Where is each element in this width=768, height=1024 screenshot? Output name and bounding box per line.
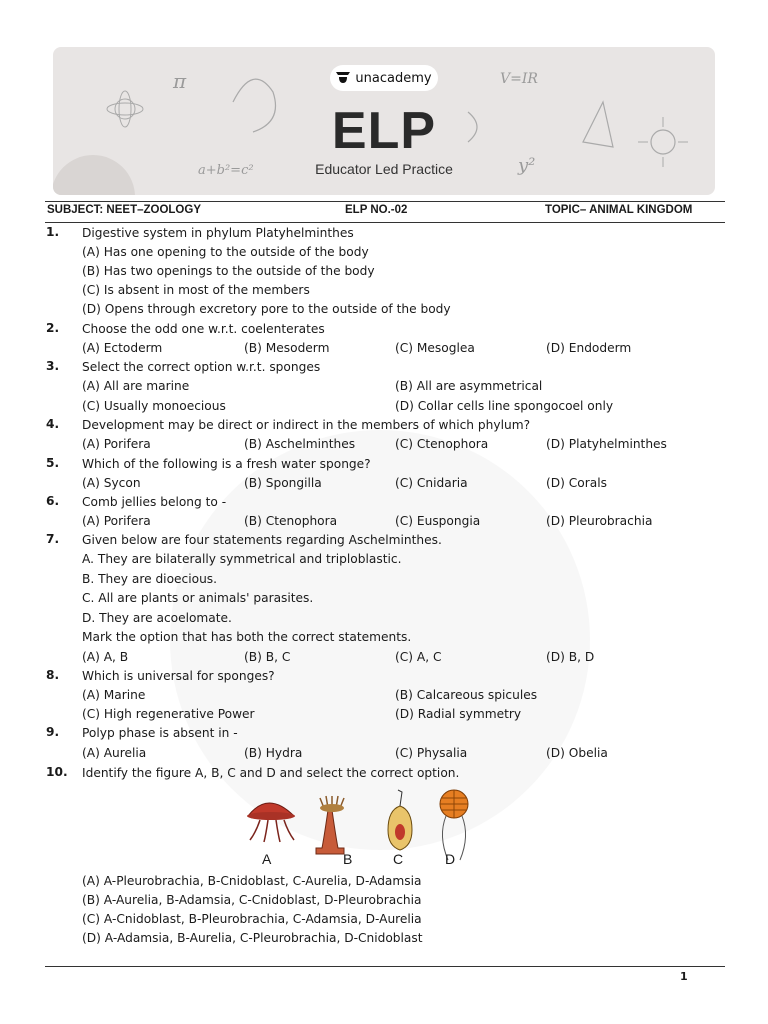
footer-divider — [45, 966, 725, 967]
elp-number: ELP NO.-02 — [345, 204, 408, 216]
statement-d: D. They are acoelomate. — [82, 611, 232, 625]
option-c: (C) Cnidaria — [395, 476, 468, 490]
option-a: (A) A, B — [82, 650, 129, 664]
question-text: Given below are four statements regarding Aschelminthes. — [82, 533, 442, 547]
option-b: (B) Ctenophora — [244, 514, 338, 528]
question-number: 5. — [46, 456, 60, 470]
figure-label-b: B — [343, 851, 353, 867]
option-a: (A) Porifera — [82, 514, 151, 528]
option-c: (C) A-Cnidoblast, B-Pleurobrachia, C-Adamsia, D-Aurelia — [82, 912, 422, 926]
figure-a-icon — [247, 803, 295, 842]
question-text: Select the correct option w.r.t. sponges — [82, 360, 321, 374]
option-b: (B) Spongilla — [244, 476, 322, 490]
option-d: (D) Endoderm — [546, 341, 632, 355]
question-text: Choose the odd one w.r.t. coelenterates — [82, 322, 325, 336]
option-b: (B) B, C — [244, 650, 291, 664]
statement-c: C. All are plants or animals' parasites. — [82, 591, 314, 605]
elp-subtitle: Educator Led Practice — [315, 161, 453, 177]
option-b: (B) Aschelminthes — [244, 437, 356, 451]
option-a: (A) A-Pleurobrachia, B-Cnidoblast, C-Aurelia, D-Adamsia — [82, 874, 422, 888]
question-number: 6. — [46, 494, 60, 508]
option-b: (B) All are asymmetrical — [395, 379, 543, 393]
option-b: (B) Has two openings to the outside of the body — [82, 264, 375, 278]
question-text: Digestive system in phylum Platyhelminthes — [82, 226, 354, 240]
option-c: (C) A, C — [395, 650, 442, 664]
statement-b: B. They are dioecious. — [82, 572, 218, 586]
ohms-law-decoration: V=IR — [500, 71, 538, 87]
page-number: 1 — [680, 970, 688, 983]
option-c: (C) Is absent in most of the members — [82, 283, 310, 297]
question-number: 7. — [46, 532, 60, 546]
option-c: (C) Usually monoecious — [82, 399, 226, 413]
option-c: (C) High regenerative Power — [82, 707, 255, 721]
option-d: (D) Opens through excretory pore to the outside of the body — [82, 302, 451, 316]
option-c: (C) Ctenophora — [395, 437, 489, 451]
instruction: Mark the option that has both the correct statements. — [82, 630, 412, 644]
option-b: (B) Calcareous spicules — [395, 688, 538, 702]
organisms-figure — [240, 786, 480, 866]
option-b: (B) A-Aurelia, B-Adamsia, C-Cnidoblast, D-Pleurobrachia — [82, 893, 422, 907]
question-text: Development may be direct or indirect in the members of which phylum? — [82, 418, 531, 432]
option-a: (A) Has one opening to the outside of the body — [82, 245, 369, 259]
unacademy-icon — [336, 72, 350, 84]
option-d: (D) Pleurobrachia — [546, 514, 653, 528]
option-a: (A) Aurelia — [82, 746, 147, 760]
pythagoras-decoration: a+b²=c² — [198, 163, 254, 178]
question-number: 10. — [46, 765, 68, 779]
topic-label: TOPIC– ANIMAL KINGDOM — [545, 204, 693, 216]
pi-decoration: π — [173, 69, 187, 93]
subject-label: SUBJECT: NEET–ZOOLOGY — [47, 204, 201, 216]
option-d: (D) Platyhelminthes — [546, 437, 667, 451]
option-d: (D) Collar cells line spongocoel only — [395, 399, 614, 413]
figure-b-icon — [316, 796, 344, 854]
question-number: 1. — [46, 225, 60, 239]
figure-c-icon — [388, 790, 412, 850]
option-a: (A) Sycon — [82, 476, 141, 490]
question-number: 4. — [46, 417, 60, 431]
unacademy-logo — [330, 65, 438, 91]
question-number: 2. — [46, 321, 60, 335]
option-a: (A) Marine — [82, 688, 146, 702]
question-number: 3. — [46, 359, 60, 373]
figure-label-a: A — [262, 851, 272, 867]
question-text: Identify the figure A, B, C and D and select the correct option. — [82, 766, 460, 780]
question-text: Polyp phase is absent in - — [82, 726, 238, 740]
question-text: Which is universal for sponges? — [82, 669, 275, 683]
question-text: Which of the following is a fresh water sponge? — [82, 457, 371, 471]
option-d: (D) A-Adamsia, B-Aurelia, C-Pleurobrachia, D-Cnidoblast — [82, 931, 423, 945]
figure-d-icon — [440, 790, 468, 860]
figure-label-d: D — [445, 851, 456, 867]
elp-title: ELP — [331, 102, 437, 160]
option-a: (A) Ectoderm — [82, 341, 163, 355]
option-d: (D) Corals — [546, 476, 607, 490]
figure-label-c: C — [393, 851, 404, 867]
info-bar — [45, 201, 725, 223]
option-b: (B) Hydra — [244, 746, 303, 760]
option-a: (A) All are marine — [82, 379, 190, 393]
option-c: (C) Physalia — [395, 746, 468, 760]
question-number: 9. — [46, 725, 60, 739]
option-a: (A) Porifera — [82, 437, 151, 451]
option-d: (D) Radial symmetry — [395, 707, 522, 721]
option-d: (D) Obelia — [546, 746, 608, 760]
question-text: Comb jellies belong to - — [82, 495, 227, 509]
header-banner — [53, 47, 715, 195]
option-b: (B) Mesoderm — [244, 341, 330, 355]
option-c: (C) Mesoglea — [395, 341, 475, 355]
question-number: 8. — [46, 668, 60, 682]
statement-a: A. They are bilaterally symmetrical and triploblastic. — [82, 552, 402, 566]
brand-name: unacademy — [355, 70, 432, 86]
option-c: (C) Euspongia — [395, 514, 481, 528]
option-d: (D) B, D — [546, 650, 595, 664]
y-squared-decoration: y² — [518, 155, 536, 176]
